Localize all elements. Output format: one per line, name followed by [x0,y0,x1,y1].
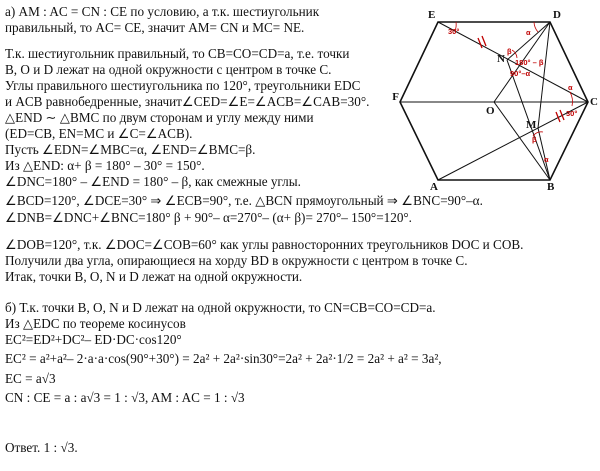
hexagon-outline [400,22,588,180]
segment-EC [438,22,588,102]
solution-line-a14: ∠DOB=120°, т.к. ∠DOC=∠COB=60° как углы равносторонних треугольников DOC и COB. [5,237,524,252]
answer-line: Ответ. 1 : √3. [5,440,78,455]
solution-line-b5: EC = a√3 [5,371,56,386]
solution-line-a6: и ACB равнобедренные, значит∠CED=∠E=∠ACB=∠CAB=30°. [5,94,370,109]
angle-label-E-30: 30° [448,27,460,36]
point-label-B: B [547,181,555,193]
segment-OB [494,102,550,180]
solution-line-a2: правильный, то AC= CE, значит AM= CN и MC= NE. [5,20,305,35]
solution-line-a11: ∠DNC=180° – ∠END = 180° – β, как смежные углы. [5,174,301,189]
solution-line-a15: Получили два угла, опирающиеся на хорду BD в окружности с центром в точке C. [5,253,468,268]
solution-line-b6: CN : CE = a : a√3 = 1 : √3, AM : AC = 1 : √3 [5,390,245,405]
solution-line-b2: Из △EDC по теореме косинусов [5,316,186,331]
solution-line-a7: △END ∼ △BMC по двум сторонам и углу между ними [5,110,314,125]
hexagon-diagram [392,4,600,193]
point-label-A: A [430,181,438,193]
point-label-O: O [486,105,495,117]
angle-label-C-alpha: α [568,83,573,92]
angle-label-90-alpha: 90°–α [510,69,531,78]
point-label-F: F [392,91,399,103]
angle-label-D-alpha: α [526,28,531,37]
solution-line-a1: а) AM : AC = CN : CE по условию, а т.к. шестиугольник [5,4,320,19]
solution-line-a4: B, O и D лежат на одной окружности с центром в точке C. [5,62,332,77]
solution-line-b1: б) Т.к. точки B, O, N и D лежат на одной окружности, то CN=CB=CO=CD=a. [5,300,436,315]
solution-line-a13: ∠DNB=∠DNC+∠BNC=180° β + 90°– α=270°– (α+ β)= 270°– 150°=120°. [5,210,412,225]
point-label-D: D [553,9,561,21]
angle-label-180-beta: 180° – β [515,58,544,67]
angle-label-M-beta: β [532,135,537,144]
point-label-C: C [590,96,598,108]
angle-label-C-30: 30° [566,109,578,118]
segment-DM [538,22,550,128]
solution-line-a10: Из △END: α+ β = 180° – 30° = 150°. [5,158,205,173]
solution-line-a3: Т.к. шестиугольник правильный, то CB=CO=CD=a, т.е. точки [5,46,350,61]
solution-line-a9: Пусть ∠EDN=∠MBC=α, ∠END=∠BMC=β. [5,142,256,157]
solution-line-a12: ∠BCD=120°, ∠DCE=30° ⇒ ∠ECB=90°, т.е. △BCN прямоугольный ⇒ ∠BNC=90°–α. [5,193,483,208]
solution-line-b3: EC²=ED²+DC²– ED·DC·cos120° [5,332,182,347]
solution-line-a8: (ED=CB, EN=MC и ∠C=∠ACB). [5,126,193,141]
angle-label-N-beta: β [507,47,512,56]
solution-line-b4: EC² = a²+a²– 2·a·a·cos(90°+30°) = 2a² + 2a²·sin30°=2a² + 2a²·1/2 = 2a² + a² = 3a², [5,351,442,366]
point-label-N: N [497,53,505,65]
solution-line-a16: Итак, точки B, O, N и D лежат на одной окружности. [5,269,303,284]
point-label-E: E [428,9,436,21]
solution-line-a5: Углы правильного шестиугольника по 120°, треугольники EDC [5,78,361,93]
angle-label-B-alpha: α [544,155,549,164]
point-label-M: M [526,119,537,131]
